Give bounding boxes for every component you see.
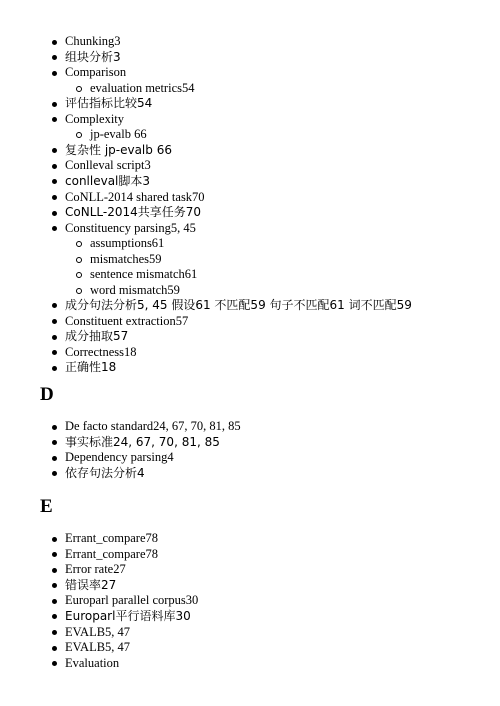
- index-entry: [0, 174, 500, 190]
- bullet-icon: [52, 614, 57, 619]
- entry-text: 正确性18: [65, 360, 117, 375]
- entry-text: Conlleval script3: [65, 158, 151, 173]
- bullet-icon: [52, 335, 57, 340]
- index-entry: [0, 625, 500, 641]
- index-entry: [0, 112, 500, 143]
- sub-entry-text: word mismatch59: [90, 282, 180, 297]
- entry-text: CoNLL-2014共享任务70: [65, 205, 201, 220]
- bullet-icon: [52, 350, 57, 355]
- bullet-icon: [52, 456, 57, 461]
- index-entry: [0, 562, 500, 578]
- entry-text: 成分句法分析5, 45 假设61 不匹配59 句子不匹配61 词不匹配59: [65, 297, 412, 312]
- index-entry: [0, 609, 500, 625]
- bullet-icon: [52, 583, 57, 588]
- entry-text: Correctness18: [65, 344, 137, 359]
- bullet-icon: [52, 552, 57, 557]
- bullet-icon: [52, 195, 57, 200]
- index-entry: [0, 50, 500, 66]
- bullet-icon: [52, 102, 57, 107]
- index-entry: [0, 158, 500, 174]
- index-entry: [0, 656, 500, 672]
- sub-list: [65, 236, 500, 298]
- entry-text: CoNLL-2014 shared task70: [65, 189, 205, 204]
- sub-entry: [65, 283, 500, 298]
- sub-entry-text: jp-evalb 66: [90, 127, 147, 142]
- entry-text: Errant_compare78: [65, 546, 159, 561]
- entry-text: 复杂性 jp-evalb 66: [65, 142, 172, 157]
- bullet-icon: [52, 55, 57, 60]
- index-entry: [0, 547, 500, 563]
- circle-bullet-icon: [76, 272, 82, 278]
- bullet-icon: [52, 117, 57, 122]
- index-entry: [0, 435, 500, 451]
- bullet-icon: [52, 164, 57, 169]
- index-entry: [0, 578, 500, 594]
- bullet-icon: [52, 471, 57, 476]
- entry-text: EVALB5, 47: [65, 624, 131, 639]
- entry-text: Europarl平行语料库30: [65, 608, 191, 623]
- entry-text: Errant_compare78: [65, 531, 159, 545]
- entry-text: EVALB5, 47: [65, 640, 131, 655]
- sub-list: [65, 81, 500, 96]
- sub-entry-text: sentence mismatch61: [90, 267, 198, 282]
- circle-bullet-icon: [76, 241, 82, 247]
- index-entry: [0, 593, 500, 609]
- index-entry: [0, 345, 500, 361]
- sub-entry-text: mismatches59: [90, 251, 162, 266]
- index-entry: [0, 143, 500, 159]
- bullet-icon: [52, 211, 57, 216]
- index-entry: [0, 640, 500, 656]
- entry-text: Constituent extraction57: [65, 313, 189, 328]
- bullet-icon: [52, 71, 57, 76]
- section-heading-d: D: [40, 384, 54, 405]
- entry-text: 成分抽取57: [65, 329, 129, 344]
- index-entry: [0, 466, 500, 482]
- index-list-c: [0, 34, 500, 376]
- circle-bullet-icon: [76, 86, 82, 92]
- sub-entry: [65, 81, 500, 96]
- index-entry: [0, 450, 500, 466]
- bullet-icon: [52, 179, 57, 184]
- sub-entry-text: assumptions61: [90, 236, 165, 251]
- bullet-icon: [52, 646, 57, 651]
- entry-text: 组块分析3: [65, 49, 121, 64]
- sub-list: [65, 127, 500, 142]
- index-entry: [0, 221, 500, 298]
- entry-text: Constituency parsing5, 45: [65, 220, 196, 235]
- index-entry: [0, 96, 500, 112]
- entry-text: Europarl parallel corpus30: [65, 593, 199, 608]
- index-entry: [0, 190, 500, 206]
- entry-text: De facto standard24, 67, 70, 81, 85: [65, 419, 241, 433]
- bullet-icon: [52, 303, 57, 308]
- entry-text: Evaluation: [65, 655, 120, 670]
- sub-entry: [65, 267, 500, 282]
- entry-text: 事实标准24, 67, 70, 81, 85: [65, 434, 220, 449]
- bullet-icon: [52, 537, 57, 542]
- index-list-e: [0, 531, 500, 671]
- bullet-icon: [52, 226, 57, 231]
- sub-entry: [65, 127, 500, 142]
- index-entry: [0, 34, 500, 50]
- bullet-icon: [52, 40, 57, 45]
- index-entry: [0, 531, 500, 547]
- index-entry: [0, 360, 500, 376]
- entry-text: Chunking3: [65, 34, 121, 48]
- bullet-icon: [52, 440, 57, 445]
- index-entry: [0, 205, 500, 221]
- bullet-icon: [52, 319, 57, 324]
- index-entry: [0, 329, 500, 345]
- sub-entry: [65, 252, 500, 267]
- index-entry: [0, 65, 500, 96]
- index-list-d: [0, 419, 500, 481]
- bullet-icon: [52, 148, 57, 153]
- bullet-icon: [52, 568, 57, 573]
- entry-text: Comparison: [65, 65, 127, 80]
- sub-entry-text: evaluation metrics54: [90, 80, 195, 95]
- bullet-icon: [52, 661, 57, 666]
- entry-text: 依存句法分析4: [65, 465, 145, 480]
- index-entry: [0, 314, 500, 330]
- entry-text: Error rate27: [65, 562, 126, 577]
- entry-text: conlleval脚本3: [65, 173, 151, 188]
- index-entry: [0, 419, 500, 435]
- entry-text: 错误率27: [65, 577, 117, 592]
- bullet-icon: [52, 366, 57, 371]
- section-heading-e: E: [40, 496, 53, 517]
- circle-bullet-icon: [76, 257, 82, 263]
- circle-bullet-icon: [76, 132, 82, 138]
- entry-text: Complexity: [65, 111, 125, 126]
- bullet-icon: [52, 599, 57, 604]
- entry-text: 评估指标比较54: [65, 96, 153, 111]
- bullet-icon: [52, 425, 57, 430]
- sub-entry: [65, 236, 500, 251]
- bullet-icon: [52, 630, 57, 635]
- index-entry: [0, 298, 500, 314]
- entry-text: Dependency parsing4: [65, 450, 174, 465]
- circle-bullet-icon: [76, 288, 82, 294]
